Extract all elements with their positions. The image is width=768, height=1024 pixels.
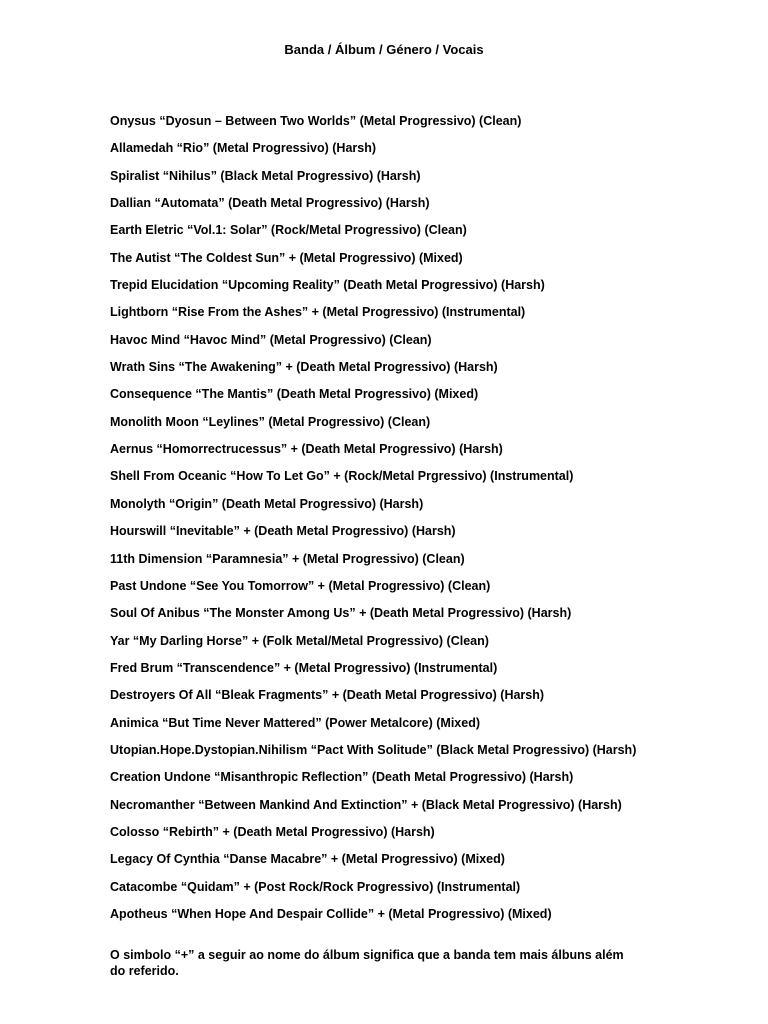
album-entry: Dallian “Automata” (Death Metal Progressivo) (Harsh) [110, 196, 430, 211]
album-entry: Past Undone “See You Tomorrow” + (Metal Progressivo) (Clean) [110, 578, 491, 593]
album-entry: Hourswill “Inevitable” + (Death Metal Progressivo) (Harsh) [110, 524, 456, 539]
album-entry: Catacombe “Quidam” + (Post Rock/Rock Progressivo) (Instrumental) [110, 879, 521, 894]
album-entry: Consequence “The Mantis” (Death Metal Progressivo) (Mixed) [110, 387, 479, 402]
album-entry: Havoc Mind “Havoc Mind” (Metal Progressivo) (Clean) [110, 332, 432, 347]
album-entry: Colosso “Rebirth” + (Death Metal Progressivo) (Harsh) [110, 824, 435, 839]
album-entry: Necromanther “Between Mankind And Extinction” + (Black Metal Progressivo) (Harsh) [110, 797, 622, 812]
album-entry: Soul Of Anibus “The Monster Among Us” + (Death Metal Progressivo) (Harsh) [110, 606, 572, 621]
album-entry: Allamedah “Rio” (Metal Progressivo) (Harsh) [110, 141, 377, 156]
album-entry: Onysus “Dyosun – Between Two Worlds” (Metal Progressivo) (Clean) [110, 114, 522, 128]
album-entry: Lightborn “Rise From the Ashes” + (Metal Progressivo) (Instrumental) [110, 305, 526, 320]
album-entry: Apotheus “When Hope And Despair Collide” + (Metal Progressivo) (Mixed) [110, 906, 552, 921]
album-entry: Earth Eletric “Vol.1: Solar” (Rock/Metal Progressivo) (Clean) [110, 223, 467, 238]
album-entry: The Autist “The Coldest Sun” + (Metal Progressivo) (Mixed) [110, 250, 463, 265]
album-entry: Yar “My Darling Horse” + (Folk Metal/Metal Progressivo) (Clean) [110, 633, 489, 648]
album-entry: Shell From Oceanic “How To Let Go” + (Rock/Metal Prgressivo) (Instrumental) [110, 469, 574, 484]
album-entry: 11th Dimension “Paramnesia” + (Metal Progressivo) (Clean) [110, 551, 465, 566]
album-list [110, 113, 730, 933]
footnote: O simbolo “+” a seguir ao nome do álbum significa que a banda tem mais álbuns além do referido. [110, 948, 624, 978]
album-entry: Utopian.Hope.Dystopian.Nihilism “Pact With Solitude” (Black Metal Progressivo) (Harsh) [110, 742, 637, 757]
document-title: Banda / Álbum / Género / Vocais [284, 42, 484, 57]
album-entry: Aernus “Homorrectrucessus” + (Death Metal Progressivo) (Harsh) [110, 442, 503, 457]
album-entry: Animica “But Time Never Mattered” (Power Metalcore) (Mixed) [110, 715, 480, 730]
album-entry: Monolyth “Origin” (Death Metal Progressivo) (Harsh) [110, 496, 424, 511]
album-entry: Spiralist “Nihilus” (Black Metal Progressivo) (Harsh) [110, 168, 421, 183]
album-entry: Fred Brum “Transcendence” + (Metal Progressivo) (Instrumental) [110, 660, 498, 675]
album-entry: Creation Undone “Misanthropic Reflection” (Death Metal Progressivo) (Harsh) [110, 770, 574, 785]
album-entry: Monolith Moon “Leylines” (Metal Progressivo) (Clean) [110, 414, 431, 429]
album-entry: Destroyers Of All “Bleak Fragments” + (Death Metal Progressivo) (Harsh) [110, 688, 545, 703]
album-entry: Trepid Elucidation “Upcoming Reality” (Death Metal Progressivo) (Harsh) [110, 278, 545, 293]
album-entry: Wrath Sins “The Awakening” + (Death Metal Progressivo) (Harsh) [110, 360, 498, 375]
album-entry: Legacy Of Cynthia “Danse Macabre” + (Metal Progressivo) (Mixed) [110, 852, 505, 867]
